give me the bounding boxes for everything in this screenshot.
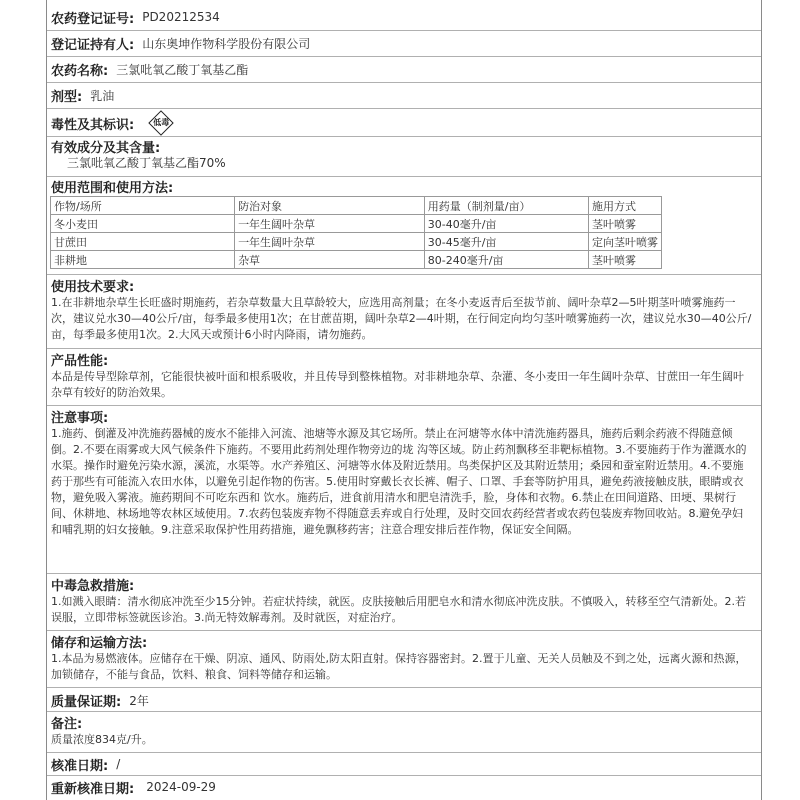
reverify-row <box>47 777 761 797</box>
usage-cell: 30-40毫升/亩 <box>424 215 588 233</box>
name-value: 三氯吡氧乙酸丁氧基乙酯 <box>116 62 249 77</box>
usage-cell: 定向茎叶喷雾 <box>588 233 661 251</box>
reg-no-row <box>47 6 761 28</box>
first-aid-label: 中毒急救措施: <box>51 579 135 594</box>
usage-cell: 茎叶喷雾 <box>588 251 661 269</box>
usage-table-header <box>51 197 662 215</box>
warranty-value: 2年 <box>129 693 149 708</box>
usage-cell: 杂草 <box>235 251 425 269</box>
remarks-value: 质量浓度834克/升。 <box>51 733 153 746</box>
name-label: 农药名称: <box>51 63 109 79</box>
notes-label: 注意事项: <box>51 411 109 426</box>
usage-cell: 30-45毫升/亩 <box>424 233 588 251</box>
ingredient-value: 三氯吡氧乙酸丁氧基乙酯70% <box>67 156 226 170</box>
holder-label: 登记证持有人: <box>51 37 135 53</box>
table-row <box>51 215 662 233</box>
ingredient-label: 有效成分及其含量: <box>51 141 161 156</box>
perf-label: 产品性能: <box>51 354 109 369</box>
usage-header-cell: 用药量（制剂量/亩） <box>424 197 588 215</box>
usage-header-cell: 作物/场所 <box>51 197 235 215</box>
first-aid-text: 1.如溅入眼睛：清水彻底冲洗至少15分钟。若症状持续，就医。皮肤接触后用肥皂水和清水彻底冲洗皮肤。不慎吸入，转移至空气清新处。2.若误服，立即带标签就医诊治。3.尚无特效解毒剂。及时就医，对症治疗。 <box>51 595 746 624</box>
perf-text: 本品是传导型除草剂，它能很快被叶面和根系吸收，并且传导到整株植物。对非耕地杂草、杂灌、冬小麦田一年生阔叶杂草、甘蔗田一年生阔叶杂草有较好的防治效果。 <box>51 370 744 399</box>
low-toxicity-seal-icon <box>148 110 174 136</box>
table-row <box>51 251 662 269</box>
usage-cell: 80-240毫升/亩 <box>424 251 588 269</box>
storage-text: 1.本品为易燃液体。应储存在干燥、阴凉、通风、防雨处,防太阳直射。保持容器密封。2.置于儿童、无关人员触及不到之处，远离火源和热源，加锁储存，不能与食品，饮料、粮食、饲料等储存和运输。 <box>51 652 747 681</box>
holder-value: 山东奥坤作物科学股份有限公司 <box>142 36 311 51</box>
storage-label: 储存和运输方法: <box>51 636 148 651</box>
usage-cell: 冬小麦田 <box>51 215 235 233</box>
usage-header-cell: 施用方式 <box>588 197 661 215</box>
reg-no-label: 农药登记证号: <box>51 11 135 27</box>
reverify-value: 2024-09-29 <box>146 780 216 794</box>
toxicity-row <box>47 110 761 136</box>
usage-cell: 一年生阔叶杂草 <box>235 215 425 233</box>
usage-cell: 甘蔗田 <box>51 233 235 251</box>
verify-label: 核准日期: <box>51 758 109 774</box>
toxicity-label: 毒性及其标识: <box>51 117 135 133</box>
verify-value: / <box>116 757 121 771</box>
usage-table <box>50 196 662 269</box>
usage-label: 使用范围和使用方法: <box>51 181 174 196</box>
form-value: 乳油 <box>90 88 115 103</box>
holder-row <box>47 32 761 54</box>
warranty-row <box>47 689 761 711</box>
reg-no-value: PD20212534 <box>142 10 220 24</box>
usage-header-cell: 防治对象 <box>235 197 425 215</box>
label-document <box>46 0 762 800</box>
tech-label: 使用技术要求: <box>51 280 135 295</box>
usage-cell: 茎叶喷雾 <box>588 215 661 233</box>
form-row <box>47 84 761 106</box>
usage-cell: 一年生阔叶杂草 <box>235 233 425 251</box>
warranty-label: 质量保证期: <box>51 694 122 710</box>
reverify-label: 重新核准日期: <box>51 781 135 797</box>
verify-row <box>47 754 761 774</box>
toxicity-mark: 低毒 <box>153 118 170 127</box>
table-row <box>51 233 662 251</box>
tech-text: 1.在非耕地杂草生长旺盛时期施药，若杂草数量大且草龄较大，应选用高剂量；在冬小麦返青后至拔节前、阔叶杂草2—5叶期茎叶喷雾施药一次，建议兑水30—40公斤/亩，每季最多使用1次；在甘蔗苗期，阔叶杂草2—4叶期，在行间定向均匀茎叶喷雾施药一次，建议兑水30—40公斤/亩，每季最多使用1次。2.大风天或预计6小时内降雨，请勿施药。 <box>51 296 752 341</box>
usage-cell: 非耕地 <box>51 251 235 269</box>
name-row <box>47 58 761 80</box>
remarks-label: 备注: <box>51 717 83 732</box>
form-label: 剂型: <box>51 89 83 105</box>
notes-text: 1.施药、倒灌及冲洗施药器械的废水不能排入河流、池塘等水源及其它场所。禁止在河塘等水体中清洗施药器具，施药后剩余药液不得随意倾倒。2.不要在雨雾或大风气候条件下施药。不要用此药剂处理作物旁边的垅 沟等区域。防止药剂飘移至非靶标植物。3.不要施药于作为灌溉水的水渠。操作时避免污染水源，溪流，水渠等。水产养殖区、河塘等水体及附近禁用。鸟类保护区及其附近禁用；桑园和蚕室附近禁用。4.不要施药于那些有可能流入农田水体，以避免引起作物的伤害。5.使用时穿戴长衣长裤、帽子、口罩、手套等防护用具，避免药液接触皮肤，眼睛或衣物，避免吸入雾液。施药期间不可吃东西和 饮水。施药后，进食前用清水和肥皂清洗手，脸，身体和衣物。6.禁止在田间道路、田埂、果树行间、休耕地、林场地等农林区域使用。7.农药包装废弃物不得随意丢弃或自行处理，及时交回农药经营者或农药包装废弃物回收站。8.避免孕妇和哺乳期的妇女接触。9.注意采取保护性用药措施，避免飘移药害；注意合理安排后茬作物，保证安全间隔。 <box>51 427 747 536</box>
